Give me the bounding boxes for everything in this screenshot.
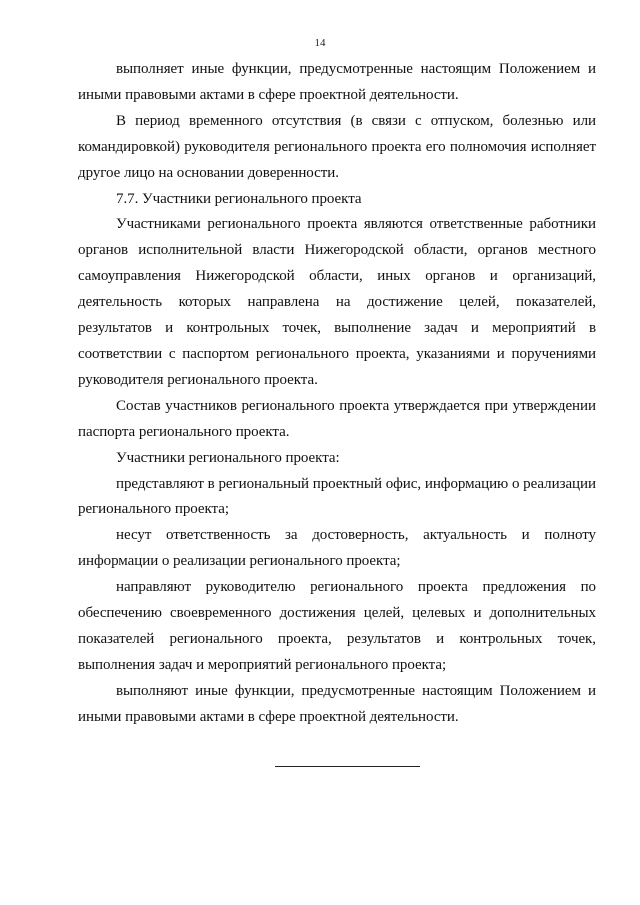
document-body (78, 57, 596, 731)
paragraph-participants-definition: Участниками регионального проекта являются ответственные работники органов исполнительной власти Нижегородской области, органов местного самоуправления Нижегородской области, иных органов и организаций, деятельность которых направлена на достижение целей, показателей, результатов и контрольных точек, выполнение задач и мероприятий в соответствии с паспортом регионального проекта, указаниями и поручениями руководителя регионального проекта. (78, 216, 596, 388)
paragraph-participants-intro: Участники регионального проекта: (116, 449, 340, 466)
list-item-responsibility: несут ответственность за достоверность, актуальность и полноту информации о реализации регионального проекта; (78, 527, 596, 570)
paragraph-other-functions-head: выполняет иные функции, предусмотренные настоящим Положением и иными правовыми актами в сфере проектной деятельности. (78, 61, 596, 103)
section-heading-participants: 7.7. Участники регионального проекта (116, 190, 362, 207)
end-of-document-rule (275, 766, 420, 767)
list-item-other-functions: выполняют иные функции, предусмотренные настоящим Положением и иными правовыми актами в сфере проектной деятельности. (78, 682, 596, 725)
paragraph-participants-approval: Состав участников регионального проекта утверждается при утверждении паспорта регионального проекта. (78, 397, 596, 440)
list-item-provide-information: представляют в региональный проектный офис, информацию о реализации регионального проекта; (78, 475, 596, 518)
list-item-proposals: направляют руководителю регионального проекта предложения по обеспечению своевременного достижения целей, целевых и дополнительных показателей регионального проекта, результатов и контрольных точек, выполнения задач и мероприятий регионального проекта; (78, 579, 596, 673)
page-number: 14 (314, 37, 326, 49)
paragraph-temporary-absence: В период временного отсутствия (в связи с отпуском, болезнью или командировкой) руководителя регионального проекта его полномочия исполняет другое лицо на основании доверенности. (78, 112, 596, 181)
